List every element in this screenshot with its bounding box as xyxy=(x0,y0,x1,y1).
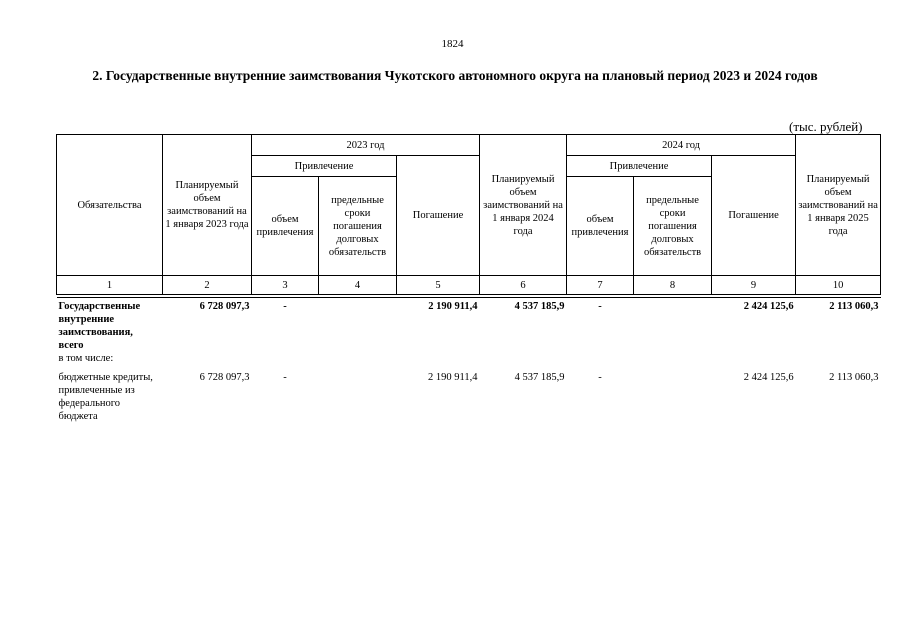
column-number: 4 xyxy=(319,276,397,295)
cell-volume-2024: - xyxy=(598,372,602,383)
cell-planned-2024: 4 537 185,9 xyxy=(514,301,565,312)
column-number-row xyxy=(57,276,881,295)
cell-terms-2024 xyxy=(634,298,712,366)
column-number: 7 xyxy=(567,276,634,295)
cell-planned-2024: 4 537 185,9 xyxy=(514,372,565,383)
header-terms-2023: предельные сроки погашения долговых обязательств xyxy=(319,177,397,276)
section-title: 2. Государственные внутренние заимствования Чукотского автономного округа на плановый период 2023 и 2024 годов xyxy=(92,68,818,83)
header-volume-2024: объем привлечения xyxy=(567,177,634,276)
row-title: Государственные внутренние заимствования, всего xyxy=(58,301,141,351)
cell-planned-2023: 6 728 097,3 xyxy=(199,372,250,383)
header-year-2023: 2023 год xyxy=(252,135,480,156)
row-label xyxy=(57,298,163,366)
header-attraction-2023: Привлечение xyxy=(252,156,397,177)
cell-terms-2023 xyxy=(319,365,397,423)
cell-repayment-2023: 2 190 911,4 xyxy=(428,301,478,312)
cell-planned-2025: 2 113 060,3 xyxy=(829,301,879,312)
table-row-total xyxy=(57,298,881,366)
header-year-2024: 2024 год xyxy=(567,135,796,156)
borrowings-table xyxy=(56,134,881,423)
table-row-budget-credits xyxy=(57,365,881,423)
header-planned-2023: Планируемый объем заимствований на 1 января 2023 года xyxy=(163,135,252,276)
header-planned-2024: Планируемый объем заимствований на 1 января 2024 года xyxy=(480,135,567,276)
cell-volume-2023: - xyxy=(283,372,287,383)
header-terms-2024: предельные сроки погашения долговых обязательств xyxy=(634,177,712,276)
column-number: 9 xyxy=(712,276,796,295)
cell-planned-2025: 2 113 060,3 xyxy=(829,372,879,383)
cell-planned-2023: 6 728 097,3 xyxy=(199,301,250,312)
header-repayment-2024: Погашение xyxy=(712,156,796,276)
column-number: 1 xyxy=(57,276,163,295)
cell-repayment-2023: 2 190 911,4 xyxy=(428,372,478,383)
row-label: бюджетные кредиты, привлеченные из федерального бюджета xyxy=(58,372,153,422)
column-number: 3 xyxy=(252,276,319,295)
cell-repayment-2024: 2 424 125,6 xyxy=(743,372,794,383)
column-number: 10 xyxy=(796,276,881,295)
header-attraction-2024: Привлечение xyxy=(567,156,712,177)
cell-terms-2023 xyxy=(319,298,397,366)
cell-volume-2024: - xyxy=(598,301,602,312)
column-number: 5 xyxy=(397,276,480,295)
column-number: 8 xyxy=(634,276,712,295)
column-number: 6 xyxy=(480,276,567,295)
units-label: (тыс. рублей) xyxy=(789,119,863,134)
cell-volume-2023: - xyxy=(283,301,287,312)
header-repayment-2023: Погашение xyxy=(397,156,480,276)
header-obligations: Обязательства xyxy=(57,135,163,276)
column-number: 2 xyxy=(163,276,252,295)
cell-terms-2024 xyxy=(634,365,712,423)
row-sublabel: в том числе: xyxy=(58,353,114,364)
header-planned-2025: Планируемый объем заимствований на 1 января 2025 года xyxy=(796,135,881,276)
page-number: 1824 xyxy=(441,38,464,50)
cell-repayment-2024: 2 424 125,6 xyxy=(743,301,794,312)
header-volume-2023: объем привлечения xyxy=(252,177,319,276)
